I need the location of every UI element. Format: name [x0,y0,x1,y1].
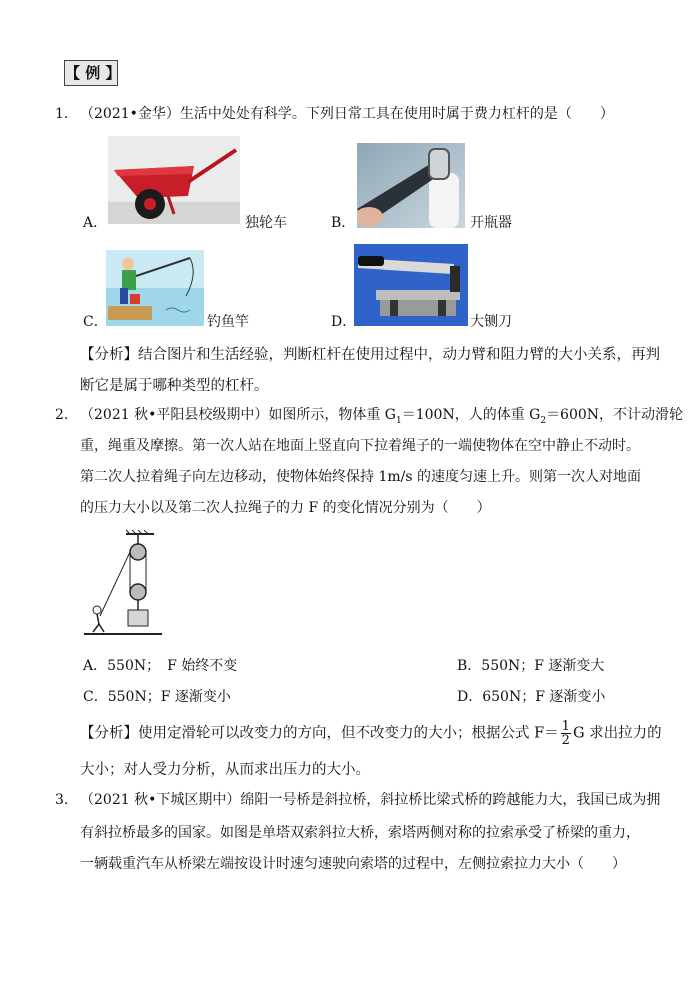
q1-analysis-line1: 【分析】结合图片和生活经验，判断杠杆在使用过程中，动力臂和阻力臂的大小关系，再判 [80,347,660,363]
q2-option-b [457,656,604,676]
q2-option-a-letter: A． [83,658,108,674]
q2-analysis-line1 [80,720,662,747]
q3-line1: （2021 秋•下城区期中）绵阳一号桥是斜拉桥，斜拉桥比梁式桥的跨越能力大，我国已成为拥 [80,792,661,808]
q2-analysis-line2: 大小；对人受力分析，从而求出压力的大小。 [80,762,370,778]
q2-option-d-text: 650N；F 逐渐变小 [482,689,606,705]
q2-option-d-letter: D． [457,689,483,705]
q2-option-c-letter: C． [83,689,108,705]
q1-analysis-line2: 断它是属于哪种类型的杠杆。 [80,378,269,394]
q2-line1 [80,405,683,431]
fraction-denominator: 2 [561,733,570,748]
q1-stem: （2021•金华）生活中处处有科学。下列日常工具在使用时属于费力杠杆的是（ ） [80,106,614,122]
q1-option-b-label: 开瓶器 [470,215,512,231]
half-fraction [561,720,571,747]
q1-option-c-letter: C． [83,314,108,330]
q2-analysis-a: 【分析】使用定滑轮可以改变力的方向，但不改变力的大小；根据公式 F＝ [80,725,559,742]
q2-line4: 的压力大小以及第二次人拉绳子的力 F 的变化情况分别为（ ） [80,500,491,516]
q2-line1-b: ＝100N，人的体重 G [401,407,541,423]
q1-option-d-label: 大铡刀 [470,314,512,330]
pulley-diagram [84,530,164,640]
q2-line1-a: （2021 秋•平阳县校级期中）如图所示，物体重 G [80,407,396,423]
example-tag-label: 【 例 】 [65,64,121,82]
q3-line3: 一辆载重汽车从桥梁左端按设计时速匀速驶向索塔的过程中，左侧拉索拉力大小（ ） [80,856,626,872]
bottle-opener-image [357,143,465,228]
q2-g1-subscript: 1 [395,415,402,426]
q1-option-c-label: 钓鱼竿 [207,314,249,330]
q2-line1-c: ＝600N，不计动滑轮 [546,407,684,423]
q3-line2: 有斜拉桥最多的国家。如图是单塔双索斜拉大桥，索塔两侧对称的拉索承受了桥梁的重力， [80,825,640,841]
q3-number: 3. [55,792,69,808]
q1-option-a-label: 独轮车 [245,215,287,231]
q2-line2: 重，绳重及摩擦。第一次人站在地面上竖直向下拉着绳子的一端使物体在空中静止不动时。 [80,438,640,454]
q2-option-b-letter: B． [457,658,482,674]
wheelbarrow-image [108,136,240,224]
q1-option-d-letter: D． [331,314,357,330]
guillotine-cutter-image [354,244,468,326]
example-tag [64,60,121,86]
fraction-numerator: 1 [561,719,570,734]
q2-option-b-text: 550N；F 逐渐变大 [481,658,605,674]
q1-option-b-letter: B． [331,215,356,231]
q2-option-c [83,687,231,707]
q2-analysis-b: G 求出拉力的 [572,725,662,742]
q1-number: 1. [55,106,69,122]
q2-option-d [457,687,605,707]
q2-option-a-text: 550N； F 始终不变 [107,658,238,674]
q2-line3: 第二次人拉着绳子向左边移动，使物体始终保持 1m/s 的速度匀速上升。则第一次人对地面 [80,469,641,485]
q2-number: 2. [55,407,69,423]
q2-option-a [83,656,237,676]
q2-option-c-text: 550N；F 逐渐变小 [107,689,231,705]
q1-option-a-letter: A． [83,215,108,231]
fishing-rod-image [106,250,204,326]
q2-g2-subscript: 2 [540,415,547,426]
